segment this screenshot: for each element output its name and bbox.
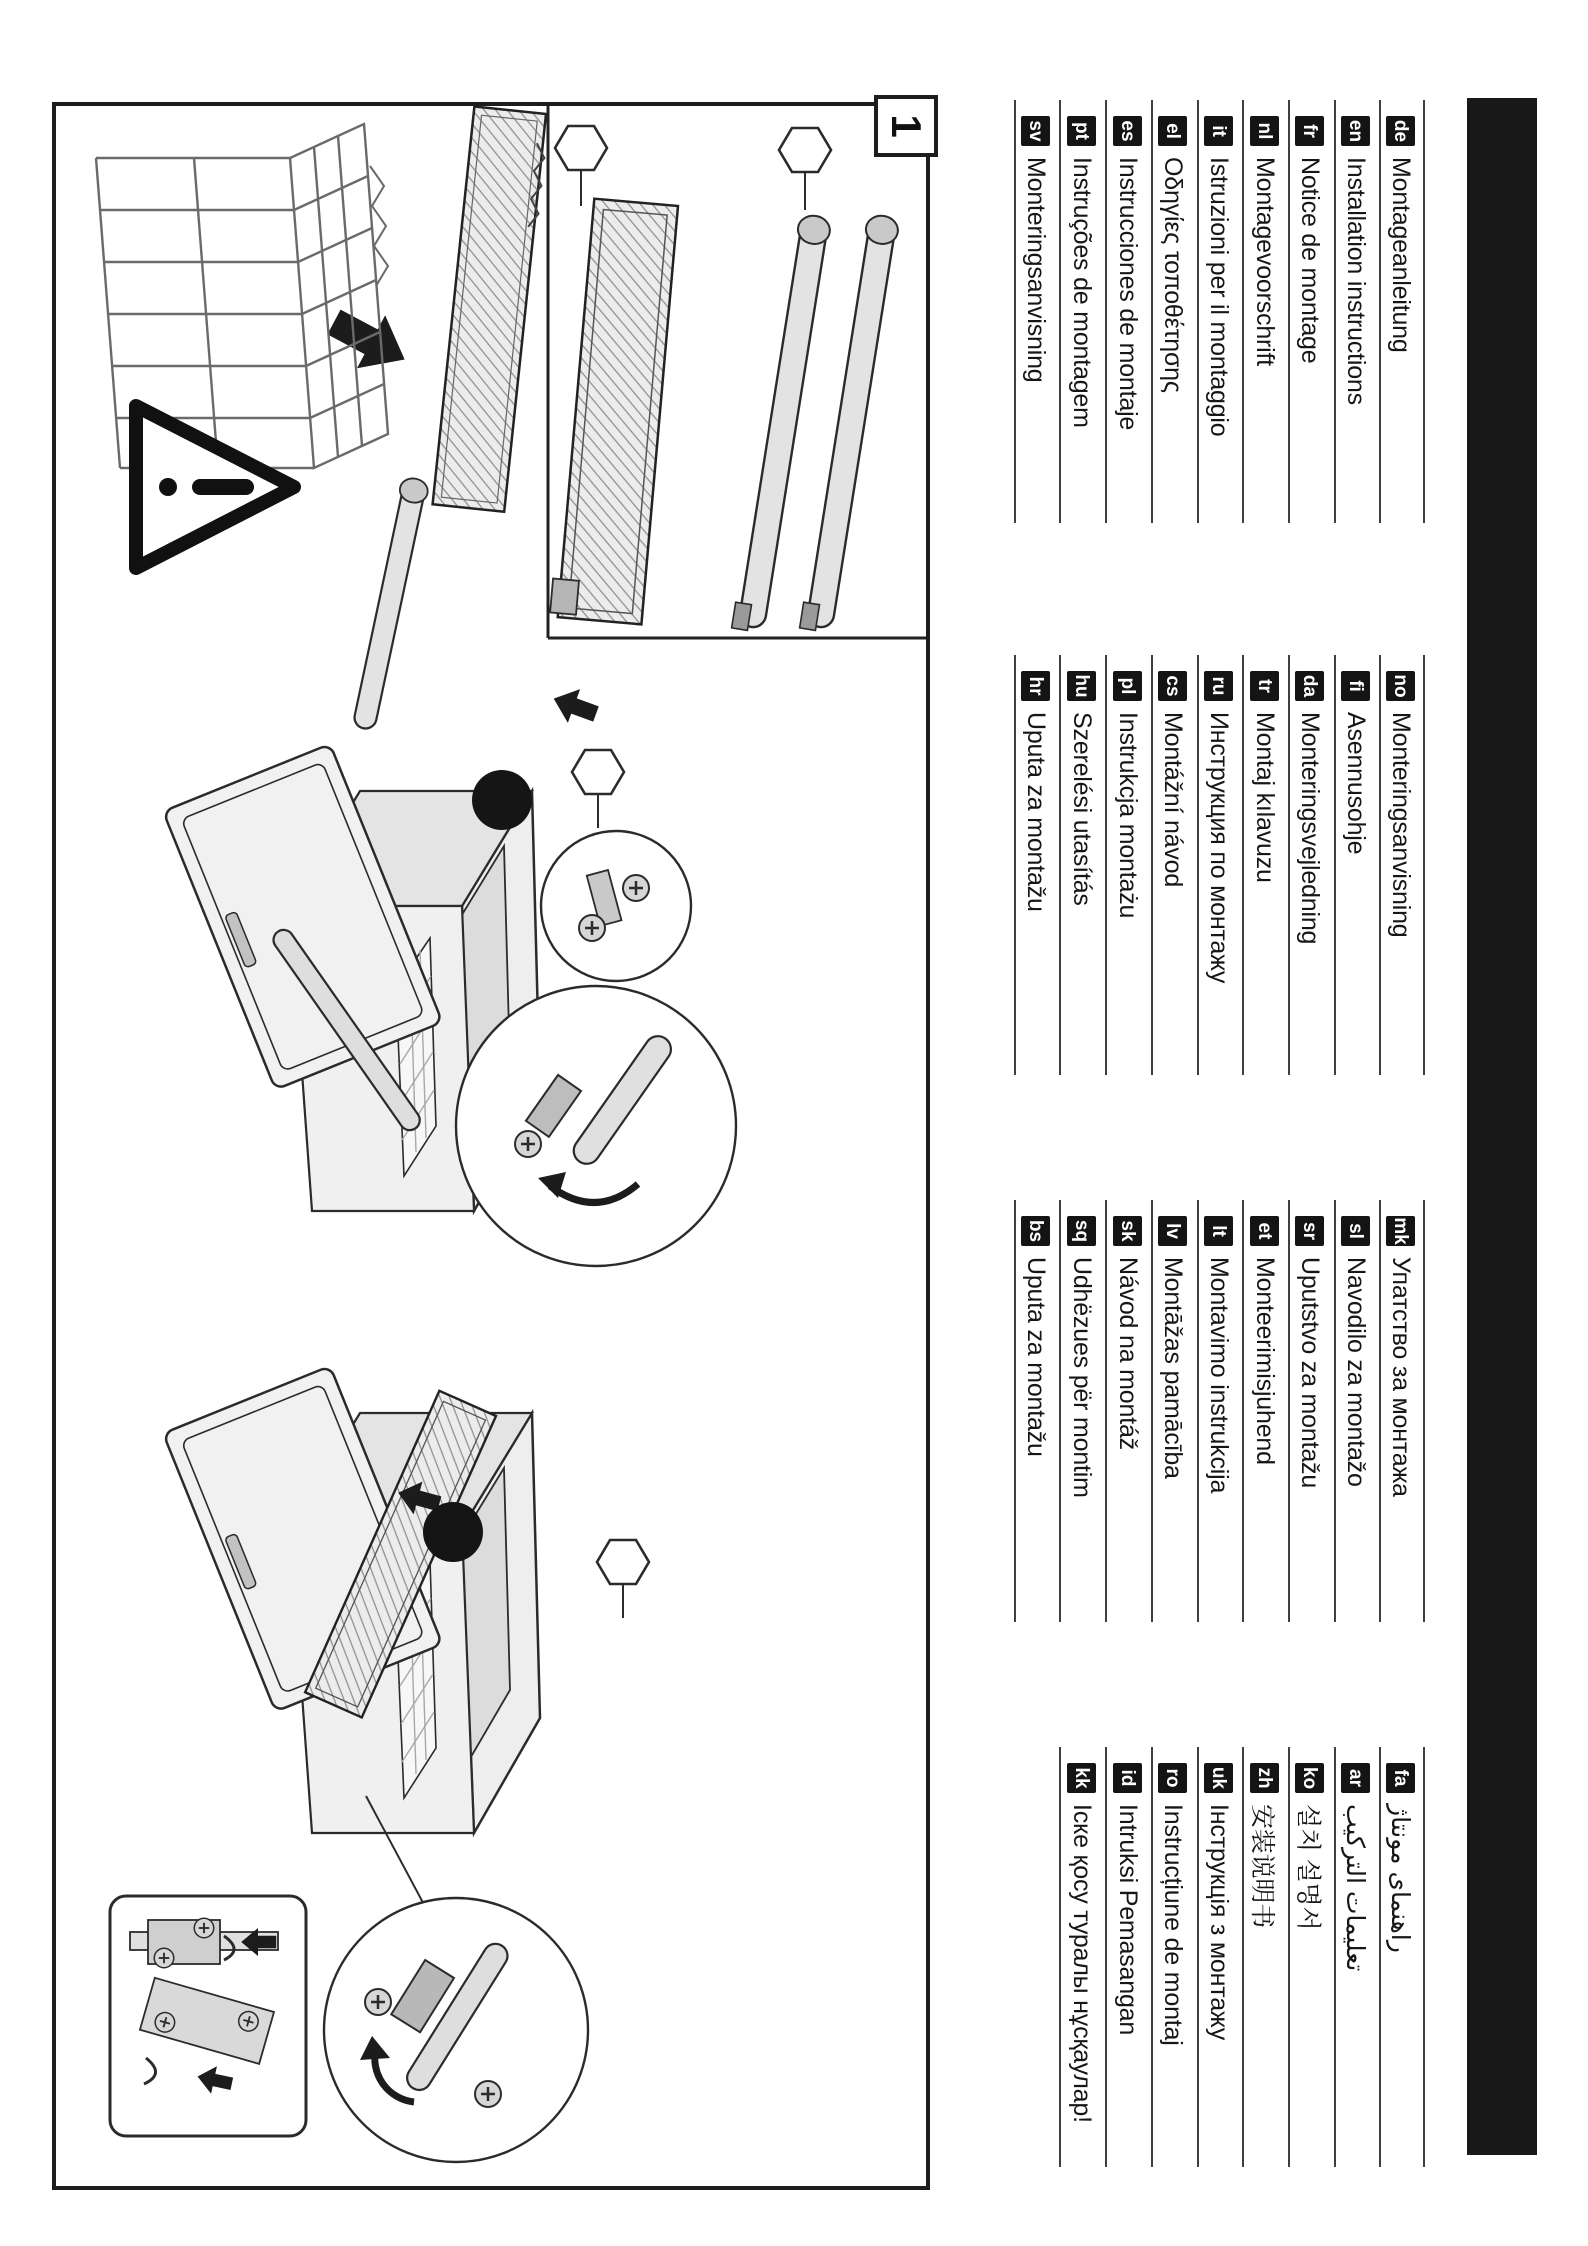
language-code-badge: fr: [1295, 116, 1324, 146]
language-row: [1105, 655, 1151, 1075]
language-label: Monteringsvejledning: [1296, 712, 1325, 945]
language-label: Montážní návod: [1159, 712, 1188, 888]
language-row: [1105, 1200, 1151, 1622]
language-code-badge: lt: [1204, 1216, 1233, 1246]
language-label: Navodilo za montažo: [1341, 1257, 1370, 1487]
screw-icon: [194, 1918, 214, 1938]
language-code-badge: de: [1386, 116, 1415, 146]
language-column-4: [1060, 1747, 1426, 2167]
language-row: [1379, 655, 1425, 1075]
language-row: [1014, 100, 1060, 523]
language-label: Monteringsanvisning: [1386, 712, 1415, 938]
language-label: Упатство за монтажа: [1386, 1257, 1415, 1497]
language-row: [1014, 1200, 1060, 1622]
language-code-badge: el: [1158, 116, 1187, 146]
rail-being-inserted: [350, 476, 430, 731]
language-label: Инструкция по монтажу: [1204, 712, 1233, 984]
language-label: Notice de montage: [1296, 157, 1325, 364]
language-row: [1288, 100, 1334, 523]
tray-part: [550, 198, 678, 624]
language-row: [1197, 655, 1243, 1075]
language-row: [1060, 1200, 1106, 1622]
language-code-badge: sr: [1295, 1216, 1324, 1246]
language-row: [1334, 1200, 1380, 1622]
basket-scene: [96, 106, 549, 568]
language-row: [1242, 1747, 1288, 2167]
language-code-badge: tr: [1250, 671, 1279, 701]
language-row: [1197, 100, 1243, 523]
language-row: [1334, 1747, 1380, 2167]
language-label: Monteringsanvisning: [1022, 157, 1051, 383]
figure-insert-tray: [110, 1366, 649, 2162]
language-row: [1060, 655, 1106, 1075]
language-code-badge: pt: [1067, 116, 1096, 146]
hex-bolt-icon: [572, 750, 624, 794]
language-code-badge: bs: [1021, 1216, 1050, 1246]
screw-icon: [475, 2081, 501, 2107]
language-code-badge: uk: [1204, 1763, 1233, 1793]
language-row: [1060, 100, 1106, 523]
detail-circle: [541, 831, 691, 981]
language-code-badge: ro: [1158, 1763, 1187, 1793]
detail-circle-large: [456, 986, 736, 1266]
language-row: [1197, 1200, 1243, 1622]
language-label: Szerelési utasítás: [1067, 712, 1096, 906]
hex-bolt-icon: [597, 1540, 649, 1584]
language-label: Monteerimisjuhend: [1250, 1257, 1279, 1465]
language-row: [1242, 655, 1288, 1075]
language-code-badge: pl: [1113, 671, 1142, 701]
language-label: Instruções de montagem: [1067, 157, 1096, 428]
language-code-badge: ko: [1295, 1763, 1324, 1793]
language-row: [1197, 1747, 1243, 2167]
language-label: Instrukcja montażu: [1113, 712, 1142, 919]
language-row: [1242, 100, 1288, 523]
language-code-badge: fa: [1386, 1763, 1415, 1793]
language-code-badge: it: [1204, 116, 1233, 146]
language-row: [1151, 100, 1197, 523]
language-code-badge: sq: [1067, 1216, 1096, 1246]
language-row: [1288, 655, 1334, 1075]
rack-panel: [433, 106, 549, 512]
language-label: Іске қосу туралы нұсқаулар!: [1067, 1804, 1096, 2123]
language-row: [1288, 1200, 1334, 1622]
screw-icon: [154, 1948, 174, 1968]
language-label: Uputstvo za montažu: [1296, 1257, 1325, 1489]
language-label: Istruzioni per il montaggio: [1204, 157, 1233, 437]
language-row: [1334, 655, 1380, 1075]
language-label: Instrucciones de montaje: [1113, 157, 1142, 431]
language-code-badge: et: [1250, 1216, 1279, 1246]
block-arrow-icon: [320, 296, 419, 387]
language-label: Montāžas pamācība: [1159, 1257, 1188, 1479]
language-row: [1060, 1747, 1106, 2167]
language-code-badge: da: [1295, 671, 1324, 701]
language-code-badge: sl: [1341, 1216, 1370, 1246]
language-code-badge: ru: [1204, 671, 1233, 701]
language-label: Udhëzues për montim: [1067, 1257, 1096, 1498]
screw-icon: [365, 1989, 391, 2015]
language-code-badge: id: [1113, 1763, 1142, 1793]
language-row: [1014, 655, 1060, 1075]
language-label: Uputa za montažu: [1022, 712, 1051, 912]
language-column-1: [1014, 100, 1425, 523]
parts-box: [548, 106, 926, 638]
header-bar: [1467, 98, 1537, 2155]
language-row: [1379, 100, 1425, 523]
language-label: Οδηγίες τοποθέτησης: [1159, 157, 1188, 393]
step-dot-icon: [423, 1502, 483, 1562]
language-code-badge: nl: [1250, 116, 1279, 146]
language-code-badge: sk: [1113, 1216, 1142, 1246]
language-label: Uputa za montažu: [1022, 1257, 1051, 1457]
block-arrow-icon: [548, 682, 603, 731]
language-label: تعليمات التركيب: [1341, 1804, 1370, 1972]
language-label: Installation instructions: [1341, 157, 1370, 405]
language-code-badge: es: [1113, 116, 1142, 146]
language-code-badge: mk: [1386, 1216, 1415, 1246]
language-row: [1151, 1200, 1197, 1622]
language-code-badge: sv: [1021, 116, 1050, 146]
language-label: Návod na montáž: [1113, 1257, 1142, 1450]
language-label: 설치 설명서: [1293, 1804, 1322, 1931]
screw-icon: [623, 875, 649, 901]
screw-icon: [579, 915, 605, 941]
step-number-label: 1: [874, 95, 938, 157]
hex-bolt-icon: [779, 128, 831, 172]
language-row: [1151, 655, 1197, 1075]
language-row: [1288, 1747, 1334, 2167]
language-label: راهنمای مونتاژ: [1386, 1804, 1415, 1953]
language-row: [1379, 1200, 1425, 1622]
hex-bolt-icon: [555, 126, 607, 170]
language-code-badge: no: [1386, 671, 1415, 701]
language-code-badge: en: [1341, 116, 1370, 146]
language-code-badge: cs: [1158, 671, 1187, 701]
language-code-badge: lv: [1158, 1216, 1187, 1246]
language-code-badge: fi: [1341, 671, 1370, 701]
language-label: Montaj kılavuzu: [1250, 712, 1279, 883]
figure-install-rail: [163, 476, 736, 1266]
language-code-badge: hr: [1021, 671, 1050, 701]
language-code-badge: ar: [1341, 1763, 1370, 1793]
language-label: Montageanleitung: [1386, 157, 1415, 353]
language-label: Montagevoorschrift: [1250, 157, 1279, 366]
language-column-3: [1014, 1200, 1425, 1622]
language-label: Montavimo instrukcija: [1204, 1257, 1233, 1494]
language-row: [1334, 100, 1380, 523]
language-row: [1379, 1747, 1425, 2167]
language-row: [1105, 100, 1151, 523]
language-label: Intruksi Pemasangan: [1113, 1804, 1142, 2036]
language-label: Інструкція з монтажу: [1204, 1804, 1233, 2041]
language-code-badge: kk: [1067, 1763, 1096, 1793]
language-label: Instrucțiune de montaj: [1159, 1804, 1188, 2046]
language-row: [1242, 1200, 1288, 1622]
language-code-badge: hu: [1067, 671, 1096, 701]
language-label: Asennusohje: [1341, 712, 1370, 855]
language-code-badge: zh: [1250, 1763, 1279, 1793]
language-row: [1105, 1747, 1151, 2167]
installation-illustration: [56, 106, 926, 2186]
screw-icon: [515, 1131, 541, 1157]
detail-circle: [324, 1898, 588, 2162]
language-column-2: [1014, 655, 1425, 1075]
inset-box: [110, 1896, 306, 2136]
step-dot-icon: [472, 770, 532, 830]
language-row: [1151, 1747, 1197, 2167]
language-label: 安装说明书: [1248, 1804, 1277, 1929]
